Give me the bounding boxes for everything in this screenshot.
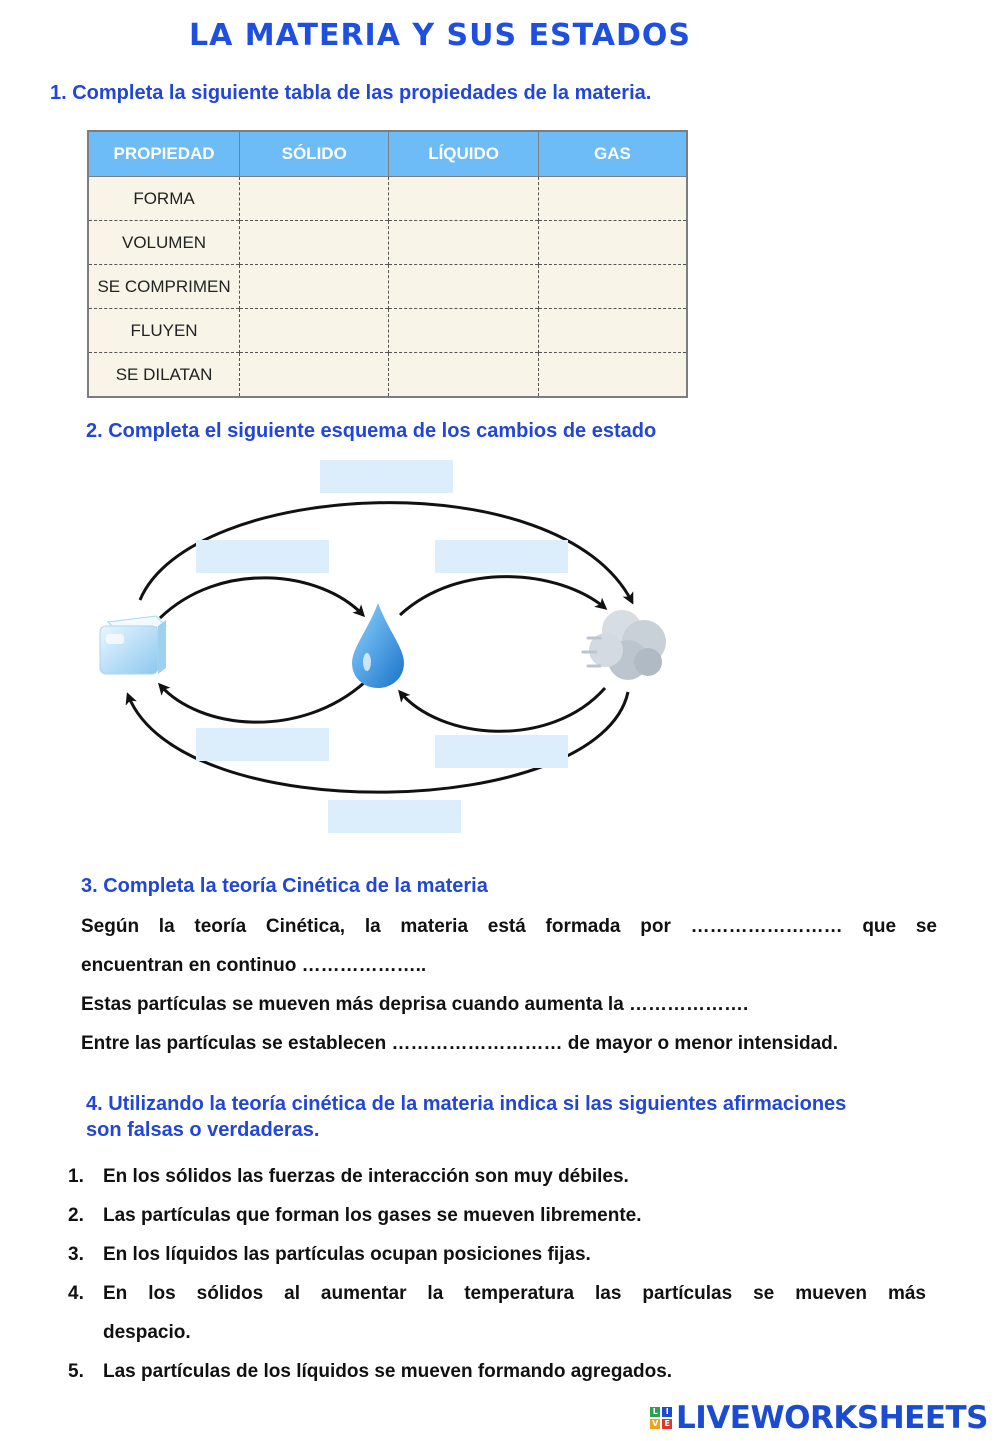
item-text: En los líquidos las partículas ocupan posiciones fijas. <box>103 1244 591 1265</box>
table-row <box>88 309 687 353</box>
list-item[interactable] <box>68 1196 926 1235</box>
item-text: En los sólidos las fuerzas de interacción son muy débiles. <box>103 1166 629 1187</box>
theory-line-1: Según la teoría Cinética, la materia está formada por …………………… que se <box>81 916 937 937</box>
ice-cube-icon <box>100 616 166 674</box>
blank-condensation[interactable] <box>435 735 568 768</box>
table-header-row <box>88 131 687 177</box>
logo-mark-icon: L I V E <box>650 1407 672 1429</box>
row-label-fluyen: FLUYEN <box>88 309 240 353</box>
list-item[interactable] <box>68 1157 926 1196</box>
solidification-arrow <box>160 682 365 722</box>
theory-line-4: Entre las partículas se establecen ……………………… de mayor o menor intensidad. <box>81 1033 839 1054</box>
answer-cell[interactable] <box>538 309 687 353</box>
question-4-heading-line-1: 4. Utilizando la teoría cinética de la materia indica si las siguientes afirmaciones <box>86 1093 847 1115</box>
vaporization-arrow <box>400 577 605 615</box>
condensation-arrow <box>400 688 605 731</box>
blank-vaporization[interactable] <box>435 540 568 573</box>
worksheet-title: LA MATERIA Y SUS ESTADOS <box>188 18 692 53</box>
answer-cell[interactable] <box>240 265 389 309</box>
item-number: 1. <box>68 1166 84 1187</box>
answer-cell[interactable] <box>389 309 539 353</box>
blank-sublimation[interactable] <box>320 460 453 493</box>
answer-cell[interactable] <box>389 265 539 309</box>
table-row <box>88 265 687 309</box>
liveworksheets-logo <box>650 1400 988 1436</box>
header-propiedad: PROPIEDAD <box>88 131 240 177</box>
table-row <box>88 177 687 221</box>
blank-deposition[interactable] <box>328 800 461 833</box>
list-item[interactable] <box>68 1352 926 1391</box>
melting-arrow <box>160 578 363 618</box>
row-label-se-comprimen: SE COMPRIMEN <box>88 265 240 309</box>
table-row <box>88 221 687 265</box>
answer-cell[interactable] <box>389 353 539 398</box>
item-number: 4. <box>68 1283 84 1304</box>
theory-line-2: encuentran en continuo ……………….. <box>81 955 427 976</box>
answer-cell[interactable] <box>538 221 687 265</box>
question-1-heading: 1. Completa la siguiente tabla de las propiedades de la materia. <box>50 82 652 104</box>
properties-table <box>87 130 688 398</box>
list-item[interactable] <box>68 1235 926 1274</box>
item-text-continued: despacio. <box>103 1322 191 1343</box>
item-text: Las partículas que forman los gases se mueven libremente. <box>103 1205 642 1226</box>
answer-cell[interactable] <box>240 309 389 353</box>
answer-cell[interactable] <box>538 353 687 398</box>
answer-cell[interactable] <box>389 177 539 221</box>
answer-cell[interactable] <box>389 221 539 265</box>
row-label-volumen: VOLUMEN <box>88 221 240 265</box>
answer-cell[interactable] <box>240 353 389 398</box>
question-3-heading: 3. Completa la teoría Cinética de la materia <box>81 875 488 897</box>
item-number: 3. <box>68 1244 84 1265</box>
answer-cell[interactable] <box>240 221 389 265</box>
item-text: Las partículas de los líquidos se mueven formando agregados. <box>103 1361 673 1382</box>
statements-list <box>68 1157 926 1391</box>
blank-melting[interactable] <box>196 540 329 573</box>
table-row <box>88 353 687 398</box>
state-changes-diagram <box>0 450 1000 850</box>
list-item[interactable] <box>68 1274 926 1352</box>
blank-solidification[interactable] <box>196 728 329 761</box>
item-number: 5. <box>68 1361 84 1382</box>
question-4-heading-line-2: son falsas o verdaderas. <box>86 1119 320 1141</box>
water-drop-icon <box>352 603 404 688</box>
item-text: En los sólidos al aumentar la temperatura las partículas se mueven más <box>103 1283 926 1304</box>
header-liquido: LÍQUIDO <box>389 131 539 177</box>
answer-cell[interactable] <box>538 177 687 221</box>
row-label-se-dilatan: SE DILATAN <box>88 353 240 398</box>
answer-cell[interactable] <box>240 177 389 221</box>
header-gas: GAS <box>538 131 687 177</box>
brand-name: LIVEWORKSHEETS <box>676 1400 988 1436</box>
row-label-forma: FORMA <box>88 177 240 221</box>
item-number: 2. <box>68 1205 84 1226</box>
question-2-heading: 2. Completa el siguiente esquema de los cambios de estado <box>86 420 657 442</box>
cloud-gas-icon <box>583 610 666 680</box>
theory-line-3: Estas partículas se mueven más deprisa cuando aumenta la ………………. <box>81 994 749 1015</box>
header-solido: SÓLIDO <box>240 131 389 177</box>
answer-cell[interactable] <box>538 265 687 309</box>
